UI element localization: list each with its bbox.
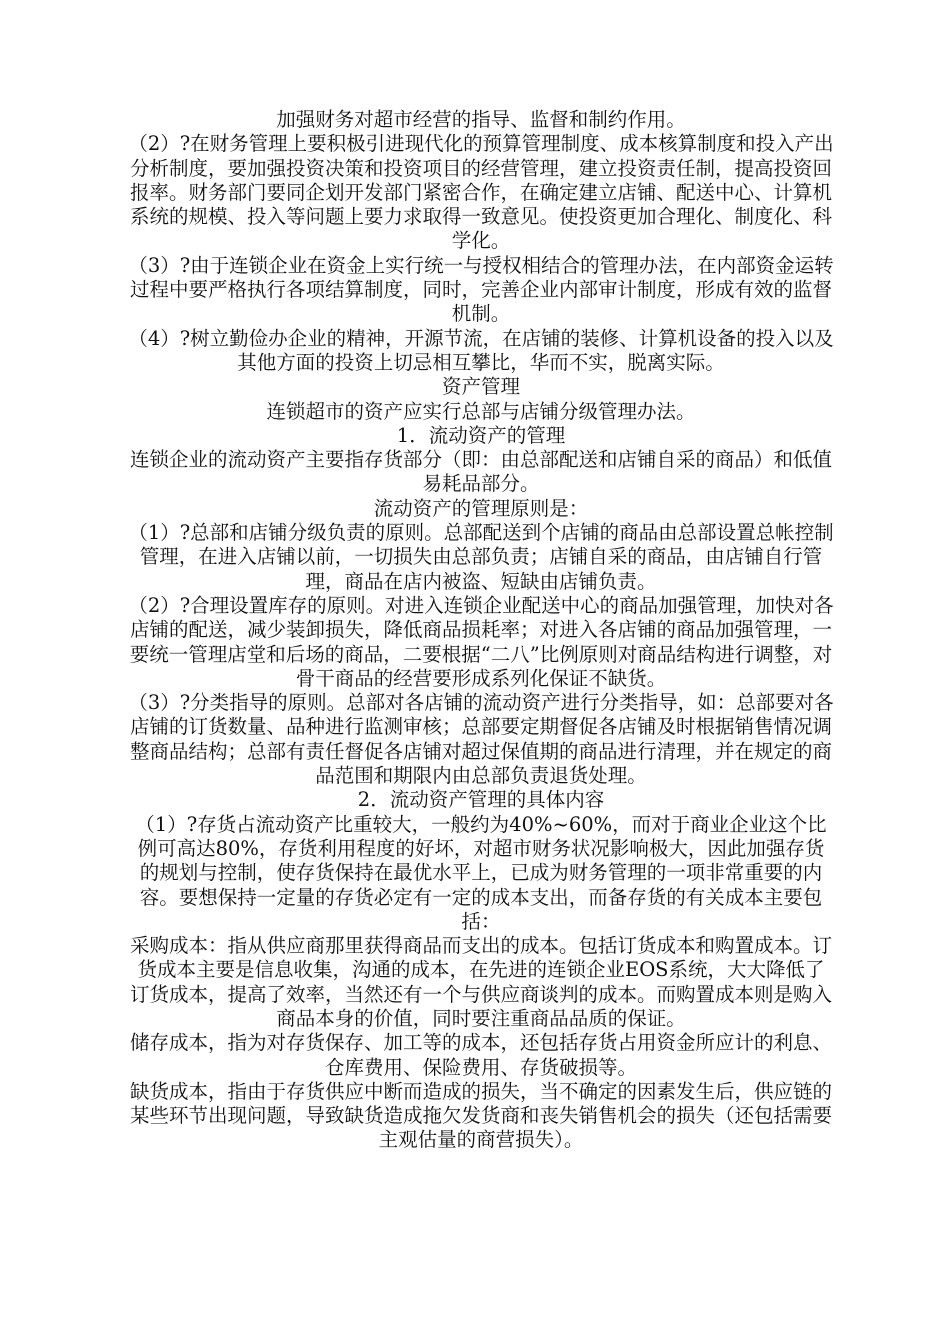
paragraph-finance-guidance: 加强财务对超市经营的指导、监督和制约作用。 bbox=[276, 108, 686, 131]
paragraph-purchase-cost: 采购成本：指从供应商那里获得商品而支出的成本。包括订货成本和购置成本。订货成本主要是信息收集，沟通的成本，在先进的连锁企业EOS系统，大大降低了订货成本，提高了效率，当然还有一个与供应商谈判的成本。而购置成本则是购入商品本身的价值，同时要注重商品品质的保证。 bbox=[129, 934, 832, 1030]
paragraph-budget-management: （2）?在财务管理上要积极引进现代化的预算管理制度、成本核算制度和投入产出分析制度，要加强投资决策和投资项目的经营管理，建立投资责任制，提高投资回报率。财务部门要同企划开发部门紧密合作，在确定建立店铺、配送中心、计算机系统的规模、投入等问题上要力求取得一致意见。使投资更加合理化、制度化、科学化。 bbox=[128, 132, 834, 253]
paragraph-principle-3: （3）?分类指导的原则。总部对各店铺的流动资产进行分类指导，如：总部要对各店铺的订货数量、品种进行监测审核；总部要定期督促各店铺及时根据销售情况调整商品结构；总部有责任督促各店铺对超过保值期的商品进行清理，并在规定的商品范围和期限内由总部负责退货处理。 bbox=[128, 691, 834, 788]
paragraph-principles-intro: 流动资产的管理原则是： bbox=[373, 496, 589, 520]
paragraph-shortage-cost: 缺货成本，指由于存货供应中断而造成的损失，当不确定的因素发生后，供应链的某些环节出现问题，导致缺货造成拖欠发货商和丧失销售机会的损失（还包括需要主观估量的商营损失）。 bbox=[129, 1079, 832, 1152]
section-heading-asset-management: 资产管理 bbox=[441, 375, 520, 399]
paragraph-asset-management-intro: 连锁超市的资产应实行总部与店铺分级管理办法。 bbox=[266, 399, 696, 423]
paragraph-current-assets-definition: 连锁企业的流动资产主要指存货部分（即：由总部配送和店铺自采的商品）和低值易耗品部分。 bbox=[129, 448, 832, 496]
paragraph-frugality: （4）?树立勤俭办企业的精神，开源节流，在店铺的装修、计算机设备的投入以及其他方面的投资上切忌相互攀比，华而不实，脱离实际。 bbox=[128, 326, 834, 374]
subheading-current-assets: 1．流动资产的管理 bbox=[396, 423, 566, 447]
paragraph-principle-2: （2）?合理设置库存的原则。对进入连锁企业配送中心的商品加强管理，加快对各店铺的配送，减少装卸损失，降低商品损耗率；对进入各店铺的商品加强管理，一要统一管理店堂和后场的商品，二要根据“二八”比例原则对商品结构进行调整，对骨干商品的经营要形成系列化保证不缺货。 bbox=[128, 593, 834, 690]
subheading-current-assets-details: 2．流动资产管理的具体内容 bbox=[357, 788, 605, 812]
paragraph-capital-settlement: （3）?由于连锁企业在资金上实行统一与授权相结合的管理办法，在内部资金运转过程中要严格执行各项结算制度，同时，完善企业内部审计制度，形成有效的监督机制。 bbox=[128, 253, 834, 326]
paragraph-principle-1: （1）?总部和店铺分级负责的原则。总部配送到个店铺的商品由总部设置总帐控制管理，在进入店铺以前，一切损失由总部负责；店铺自采的商品，由店铺自行管理，商品在店内被盗、短缺由店铺负责。 bbox=[128, 521, 834, 593]
document-page bbox=[128, 108, 834, 1153]
paragraph-inventory-ratio: （1）?存货占流动资产比重较大，一般约为40%~60%，而对于商业企业这个比例可高达80%，存货利用程度的好坏，对超市财务状况影响极大，因此加强存货的规划与控制，使存货保持在最优水平上，已成为财务管理的一项非常重要的内容。要想保持一定量的存货必定有一定的成本支出，而备存货的有关成本主要包括： bbox=[135, 812, 827, 933]
paragraph-storage-cost: 储存成本，指为对存货保存、加工等的成本，还包括存货占用资金所应计的利息、仓库费用、保险费用、存货破损等。 bbox=[129, 1031, 832, 1079]
